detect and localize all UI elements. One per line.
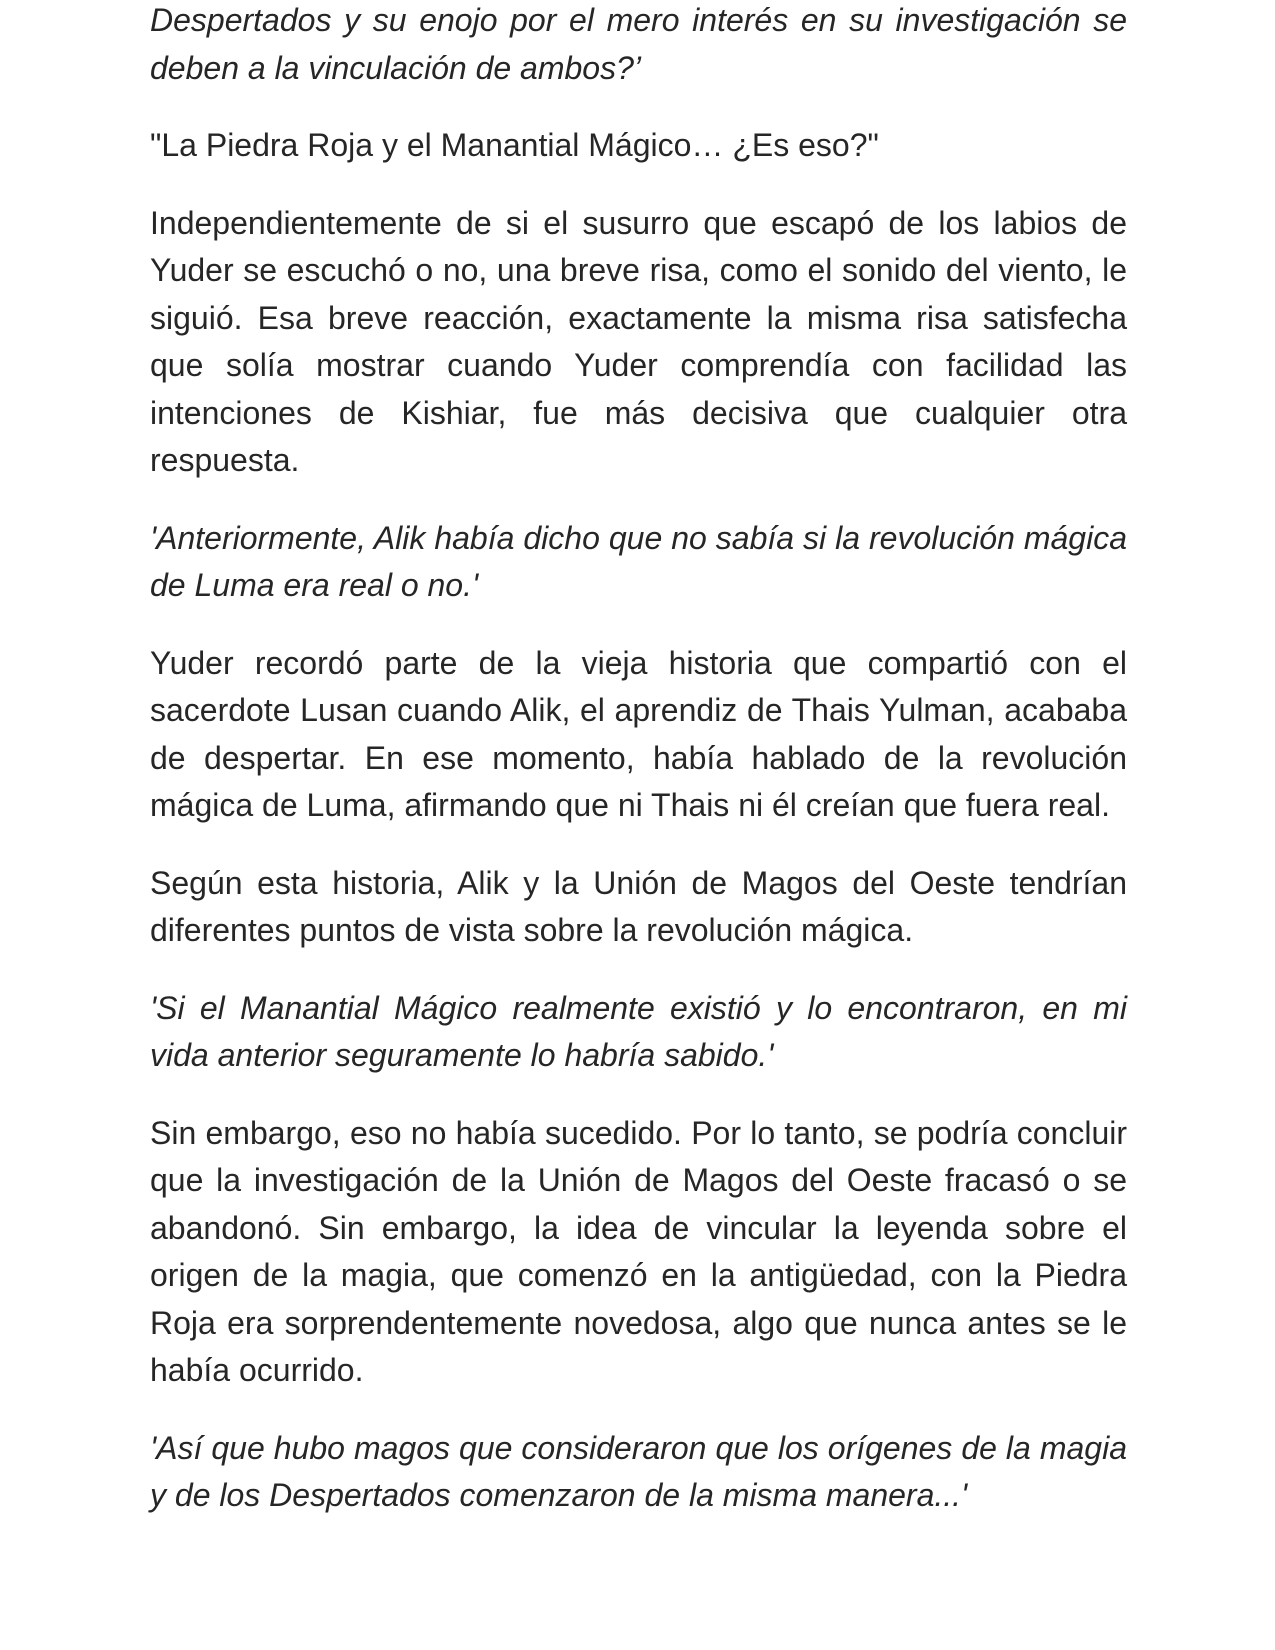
paragraph-6: Según esta historia, Alik y la Unión de Magos del Oeste tendrían diferentes puntos de vista sobre la revolución mágica. (150, 864, 1127, 948)
paragraph-2: "La Piedra Roja y el Manantial Mágico… ¿Es eso?" (150, 127, 879, 163)
document-page (150, 0, 1127, 1550)
paragraph-4: 'Anteriormente, Alik había dicho que no sabía si la revolución mágica de Luma era real o no.' (150, 519, 1127, 603)
paragraph-8: Sin embargo, eso no había sucedido. Por lo tanto, se podría concluir que la investigación de la Unión de Magos del Oeste fracasó o se abandonó. Sin embargo, la idea de vincular la leyenda sobre el origen de la magia, que comenzó en la antigüedad, con la Piedra Roja era sorprendentemente novedosa, algo que nunca antes se le había ocurrido. (150, 1114, 1127, 1388)
paragraph-3: Independientemente de si el susurro que escapó de los labios de Yuder se escuchó o no, una breve risa, como el sonido del viento, le siguió. Esa breve reacción, exactamente la misma risa satisfecha que solía mostrar cuando Yuder comprendía con facilidad las intenciones de Kishiar, fue más decisiva que cualquier otra respuesta. (150, 204, 1127, 478)
paragraph-1: Despertados y su enojo por el mero interés en su investigación se deben a la vinculación de ambos?’ (150, 2, 1127, 86)
paragraph-7: 'Si el Manantial Mágico realmente existió y lo encontraron, en mi vida anterior seguramente lo habría sabido.' (150, 989, 1127, 1073)
paragraph-5: Yuder recordó parte de la vieja historia que compartió con el sacerdote Lusan cuando Alik, el aprendiz de Thais Yulman, acababa de despertar. En ese momento, había hablado de la revolución mágica de Luma, afirmando que ni Thais ni él creían que fuera real. (150, 644, 1127, 823)
paragraph-9: 'Así que hubo magos que consideraron que los orígenes de la magia y de los Despertados comenzaron de la misma manera...' (150, 1429, 1127, 1513)
